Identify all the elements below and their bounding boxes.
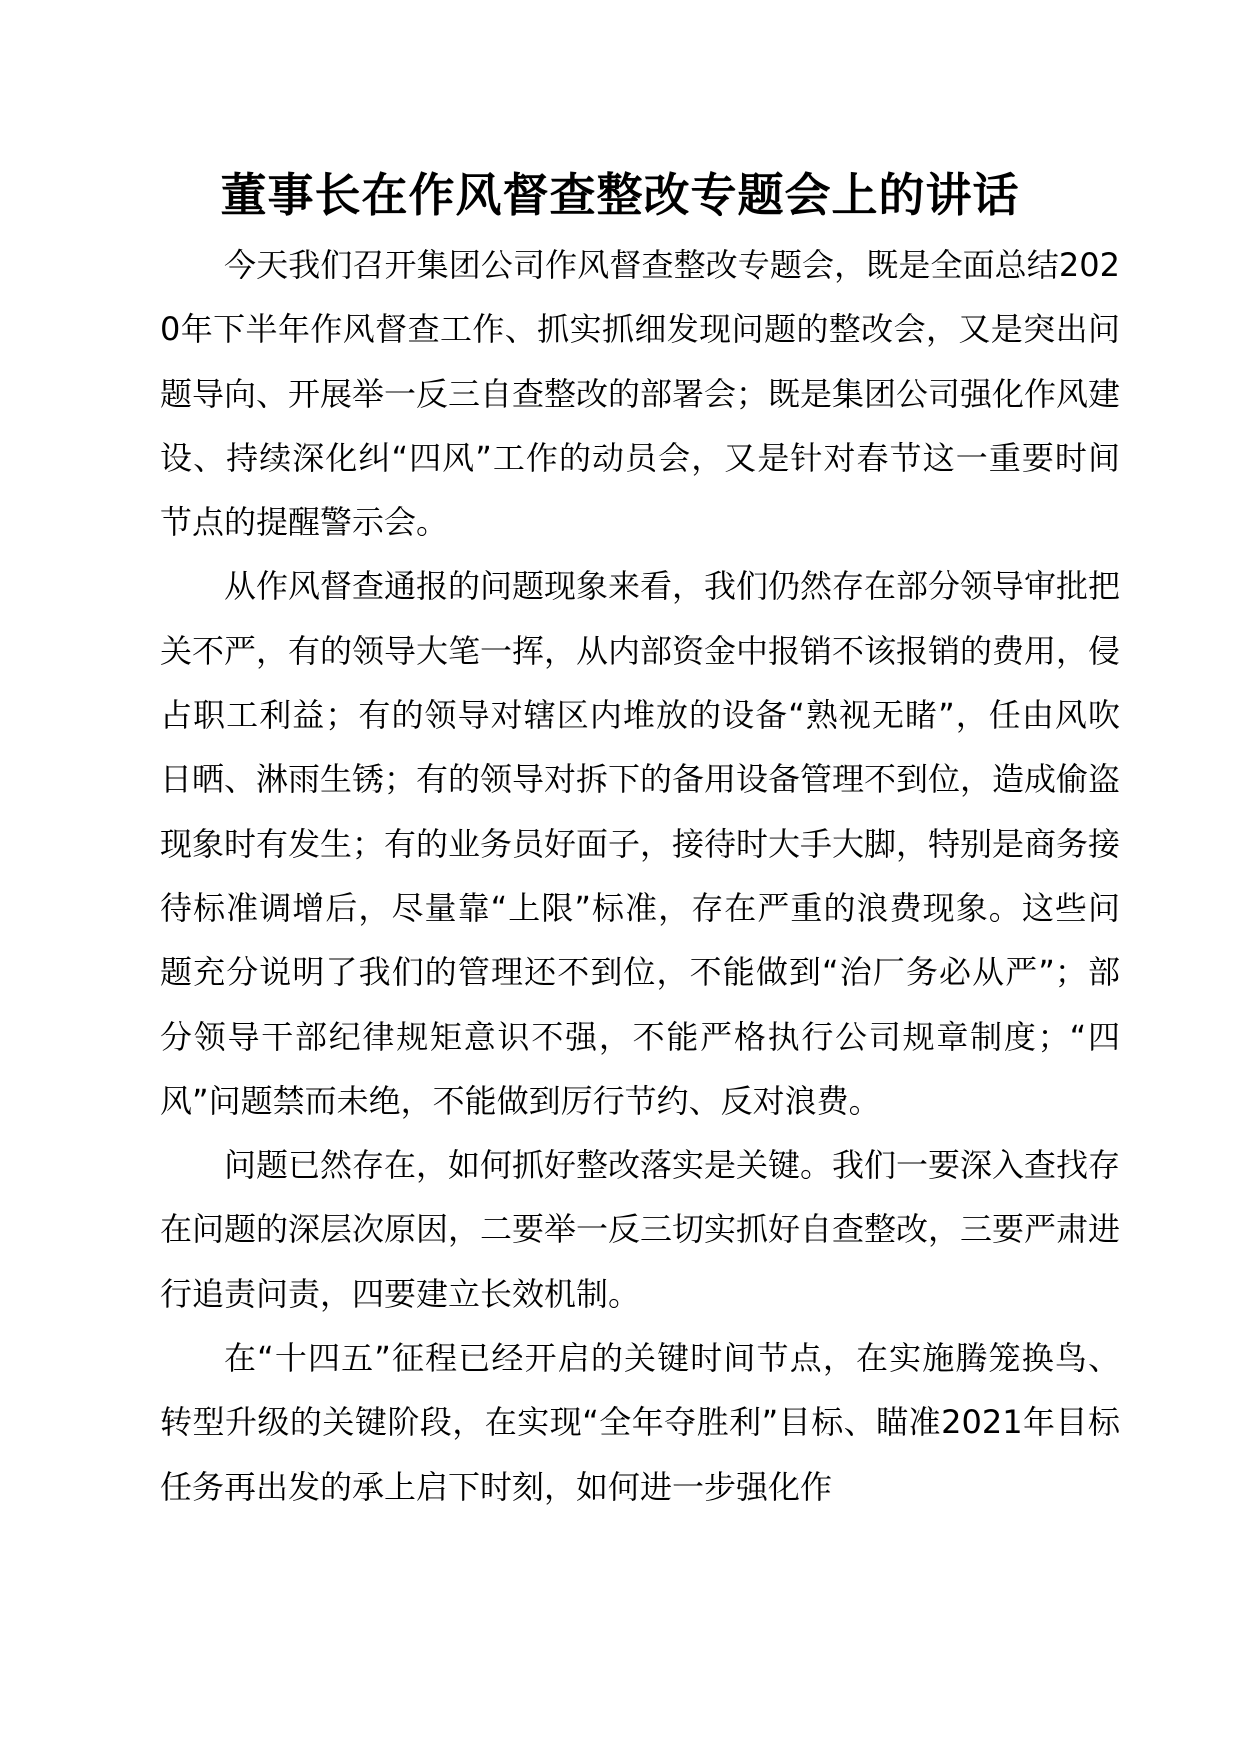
paragraph-2: 从作风督查通报的问题现象来看，我们仍然存在部分领导审批把关不严，有的领导大笔一挥，从内部资金中报销不该报销的费用，侵占职工利益；有的领导对辖区内堆放的设备“熟视无睹”，任由风吹日晒、淋雨生锈；有的领导对拆下的备用设备管理不到位，造成偷盗现象时有发生；有的业务员好面子，接待时大手大脚，特别是商务接待标准调增后，尽量靠“上限”标准，存在严重的浪费现象。这些问题充分说明了我们的管理还不到位，不能做到“治厂务必从严”；部分领导干部纪律规矩意识不强，不能严格执行公司规章制度；“四风”问题禁而未绝，不能做到厉行节约、反对浪费。 bbox=[160, 567, 1121, 1120]
paragraph-3: 问题已然存在，如何抓好整改落实是关键。我们一要深入查找存在问题的深层次原因，二要举一反三切实抓好自查整改，三要严肃进行追责问责，四要建立长效机制。 bbox=[160, 1146, 1121, 1313]
document-title: 董事长在作风督查整改专题会上的讲话 bbox=[220, 168, 1020, 222]
paragraph-1: 今天我们召开集团公司作风督查整改专题会，既是全面总结2020年下半年作风督查工作、抓实抓细发现问题的整改会，又是突出问题导向、开展举一反三自查整改的部署会；既是集团公司强化作风建设、持续深化纠“四风”工作的动员会，又是针对春节这一重要时间节点的提醒警示会。 bbox=[160, 246, 1121, 542]
paragraph-4: 在“十四五”征程已经开启的关键时间节点，在实施腾笼换鸟、转型升级的关键阶段，在实现“全年夺胜利”目标、瞄准2021年目标任务再出发的承上启下时刻，如何进一步强化作 bbox=[160, 1339, 1120, 1506]
document-body bbox=[160, 233, 1120, 1519]
